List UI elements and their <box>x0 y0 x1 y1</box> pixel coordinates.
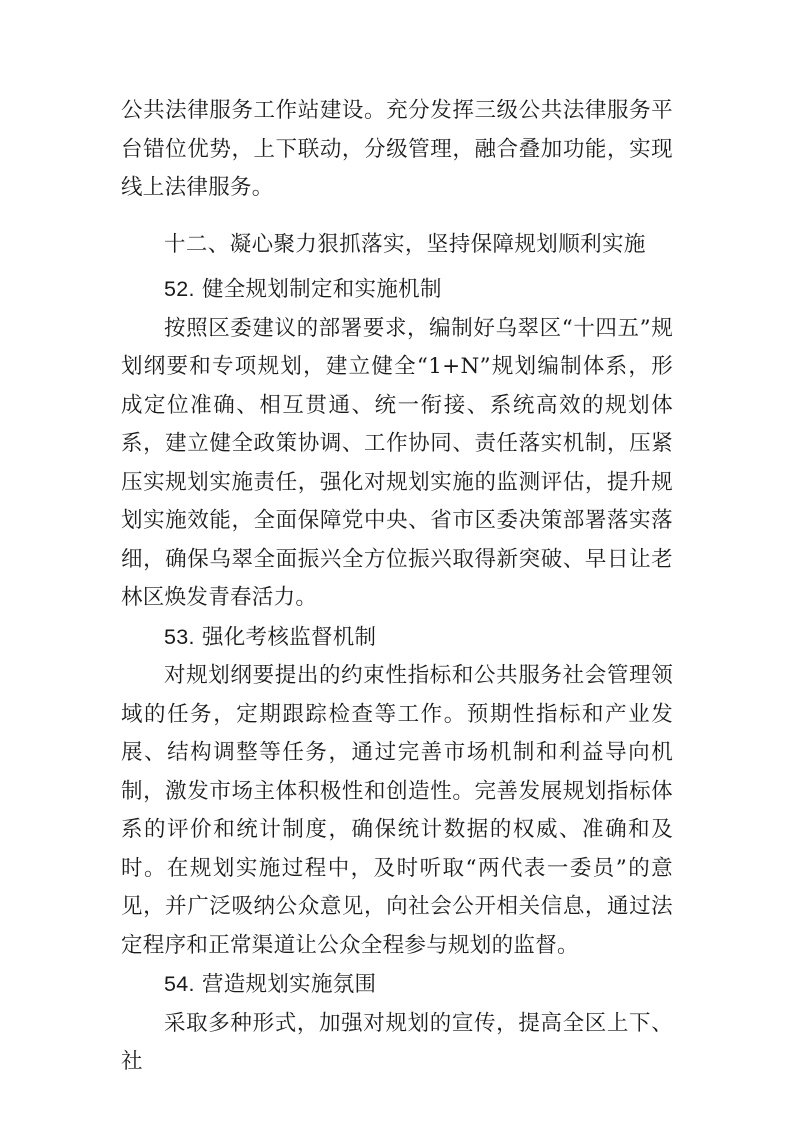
document-page <box>121 92 673 1082</box>
section-heading-54 <box>121 965 673 1005</box>
section-number-52: 52. <box>164 277 195 301</box>
section-body-54: 采取多种形式，加强对规划的宣传，提高全区上下、社 <box>121 1010 673 1074</box>
section-body-52: 按照区委建议的部署要求，编制好乌翠区“十四五”规划纲要和专项规划，建立健全“1+N”规划编制体系，形成定位准确、相互贯通、统一衔接、系统高效的规划体系，建立健全政策协调、工作协同、责任落实机制，压紧压实规划实施责任，强化对规划实施的监测评估，提升规划实施效能，全面保障党中央、省市区委决策部署落实落细，确保乌翠全面振兴全方位振兴取得新突破、早日让老林区焕发青春活力。 <box>121 315 673 610</box>
section-title-52: 健全规划制定和实施机制 <box>201 277 442 302</box>
intro-paragraph: 公共法律服务工作站建设。充分发挥三级公共法律服务平台错位优势，上下联动，分级管理，融合叠加功能，实现线上法律服务。 <box>121 98 673 200</box>
section-title-53: 强化考核监督机制 <box>201 624 377 650</box>
section-body-53: 对规划纲要提出的约束性指标和公共服务社会管理领域的任务，定期跟踪检查等工作。预期性指标和产业发展、结构调整等任务，通过完善市场机制和利益导向机制，激发市场主体积极性和创造性。完善发展规划指标体系的评价和统计制度，确保统计数据的权威、准确和及时。在规划实施过程中，及时听取“两代表一委员”的意见，并广泛吸纳公众意见，向社会公开相关信息，通过法定程序和正常渠道让公众全程参与规划的监督。 <box>121 663 673 958</box>
section-number-54: 54. <box>164 972 195 996</box>
chapter-heading: 十二、凝心聚力狠抓落实，坚持保障规划顺利实施 <box>164 231 646 257</box>
section-number-53: 53. <box>164 624 195 649</box>
section-heading-53 <box>121 618 673 658</box>
section-title-54: 营造规划实施氛围 <box>201 972 377 997</box>
section-heading-52 <box>121 270 673 310</box>
